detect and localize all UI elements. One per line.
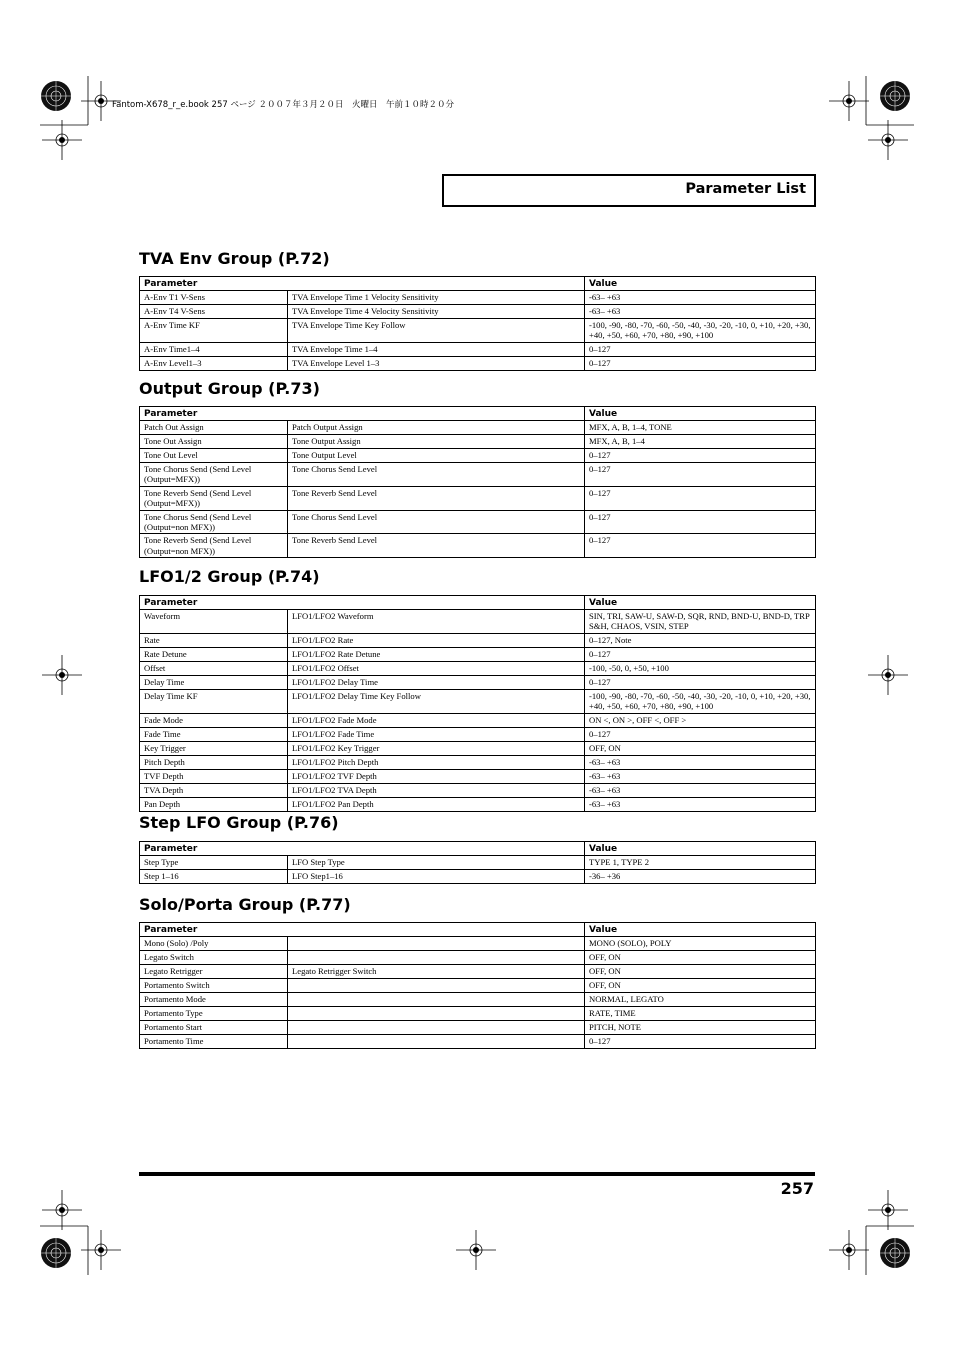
cell-value: -63– +63 [585,769,816,783]
table-row [140,769,816,783]
cell-description: LFO1/LFO2 Offset [288,661,585,675]
cell-parameter: Portamento Mode [140,993,288,1007]
group-title-output: Output Group (P.73) [139,379,320,398]
table-row [140,727,816,741]
cell-parameter: Rate Detune [140,647,288,661]
group-title-step-lfo: Step LFO Group (P.76) [139,813,339,832]
table-row [140,647,816,661]
cell-parameter: A-Env T4 V-Sens [140,305,288,319]
table-row [140,319,816,343]
cell-value: 0–127 [585,647,816,661]
cell-parameter: Tone Reverb Send (Send Level (Output=non MFX)) [140,534,288,558]
column-header-value: Value [585,596,816,610]
cell-value: 0–127 [585,1035,816,1049]
file-info-header: Fantom-X678_r_e.book 257 ページ ２００７年３月２０日 火曜日 午前１０時２０分 [112,100,455,110]
table-row [140,633,816,647]
table-row [140,951,816,965]
cell-value: MFX, A, B, 1–4, TONE [585,421,816,435]
table-row [140,713,816,727]
table-row [140,870,816,884]
cell-value: -63– +63 [585,755,816,769]
table-row [140,689,816,713]
column-header-parameter: Parameter [140,277,585,291]
cell-description [288,1021,585,1035]
cell-description: LFO1/LFO2 TVF Depth [288,769,585,783]
cell-value: -63– +63 [585,305,816,319]
cell-parameter: Fade Time [140,727,288,741]
cell-description: TVA Envelope Time 1–4 [288,342,585,356]
table-row [140,435,816,449]
cell-parameter: Mono (Solo) /Poly [140,937,288,951]
cell-parameter: Step Type [140,856,288,870]
table-header-row [140,923,816,937]
cell-description: TVA Envelope Level 1–3 [288,356,585,370]
cell-value: 0–127 [585,463,816,487]
column-header-value: Value [585,277,816,291]
cell-parameter: Portamento Time [140,1035,288,1049]
cell-parameter: Tone Out Level [140,449,288,463]
table-row [140,741,816,755]
cell-description [288,1035,585,1049]
column-header-value: Value [585,842,816,856]
table-row [140,856,816,870]
cell-parameter: Step 1–16 [140,870,288,884]
parameter-table-output [139,406,816,558]
cell-parameter: Tone Out Assign [140,435,288,449]
cell-description: TVA Envelope Time 4 Velocity Sensitivity [288,305,585,319]
table-row [140,661,816,675]
cell-value: OFF, ON [585,741,816,755]
cell-value: 0–127 [585,486,816,510]
group-title-solo-porta: Solo/Porta Group (P.77) [139,895,351,914]
cell-value: 0–127 [585,727,816,741]
table-row [140,965,816,979]
cell-parameter: Key Trigger [140,741,288,755]
cell-description: LFO1/LFO2 Pan Depth [288,797,585,811]
cell-parameter: Fade Mode [140,713,288,727]
cell-parameter: Patch Out Assign [140,421,288,435]
cell-parameter: Offset [140,661,288,675]
cell-description: LFO1/LFO2 Key Trigger [288,741,585,755]
cell-value: TYPE 1, TYPE 2 [585,856,816,870]
table-row [140,305,816,319]
cell-parameter: A-Env Level1–3 [140,356,288,370]
table-row [140,993,816,1007]
table-header-row [140,407,816,421]
table-row [140,1021,816,1035]
cell-parameter: Tone Chorus Send (Send Level (Output=MFX)) [140,463,288,487]
cell-value: MONO (SOLO), POLY [585,937,816,951]
cell-description: LFO1/LFO2 Rate [288,633,585,647]
cell-description: Tone Output Assign [288,435,585,449]
cell-description: LFO Step Type [288,856,585,870]
cell-parameter: Portamento Start [140,1021,288,1035]
cell-parameter: TVF Depth [140,769,288,783]
cell-value: -63– +63 [585,291,816,305]
table-row [140,755,816,769]
group-title-lfo: LFO1/2 Group (P.74) [139,567,320,586]
cell-value: 0–127 [585,342,816,356]
cell-description: LFO1/LFO2 Delay Time Key Follow [288,689,585,713]
cell-parameter: Pitch Depth [140,755,288,769]
cell-parameter: A-Env Time1–4 [140,342,288,356]
cell-parameter: TVA Depth [140,783,288,797]
table-row [140,610,816,634]
cell-value: MFX, A, B, 1–4 [585,435,816,449]
cell-description: TVA Envelope Time 1 Velocity Sensitivity [288,291,585,305]
table-header-row [140,596,816,610]
cell-description: LFO Step1–16 [288,870,585,884]
cell-parameter: Portamento Switch [140,979,288,993]
table-row [140,342,816,356]
cell-parameter: Legato Retrigger [140,965,288,979]
column-header-value: Value [585,407,816,421]
column-header-parameter: Parameter [140,407,585,421]
table-row [140,356,816,370]
column-header-value: Value [585,923,816,937]
cell-value: 0–127, Note [585,633,816,647]
cell-parameter: A-Env T1 V-Sens [140,291,288,305]
cell-description: Tone Reverb Send Level [288,486,585,510]
table-row [140,449,816,463]
cell-value: 0–127 [585,356,816,370]
cell-description: LFO1/LFO2 Pitch Depth [288,755,585,769]
cell-value: -63– +63 [585,783,816,797]
cell-value: 0–127 [585,675,816,689]
cell-description: Tone Chorus Send Level [288,510,585,534]
cell-description: LFO1/LFO2 Rate Detune [288,647,585,661]
cell-value: ON <, ON >, OFF <, OFF > [585,713,816,727]
parameter-table-tva-env [139,276,816,371]
cell-value: OFF, ON [585,965,816,979]
cell-description: LFO1/LFO2 Fade Mode [288,713,585,727]
cell-description [288,993,585,1007]
cell-description: TVA Envelope Time Key Follow [288,319,585,343]
group-title-tva-env: TVA Env Group (P.72) [139,249,330,268]
cell-value: 0–127 [585,534,816,558]
cell-value: 0–127 [585,449,816,463]
cell-parameter: Delay Time KF [140,689,288,713]
cell-value: RATE, TIME [585,1007,816,1021]
cell-description: Patch Output Assign [288,421,585,435]
footer-rule [139,1172,815,1176]
section-header-box [442,174,816,207]
column-header-parameter: Parameter [140,596,585,610]
parameter-table-lfo [139,595,816,812]
table-row [140,783,816,797]
table-row [140,675,816,689]
parameter-table-step-lfo [139,841,816,884]
table-row [140,486,816,510]
cell-parameter: Tone Reverb Send (Send Level (Output=MFX)) [140,486,288,510]
table-row [140,291,816,305]
cell-value: OFF, ON [585,979,816,993]
cell-value: -100, -50, 0, +50, +100 [585,661,816,675]
table-row [140,1035,816,1049]
section-title: Parameter List [685,181,806,197]
table-header-row [140,277,816,291]
table-row [140,510,816,534]
cell-description [288,937,585,951]
cell-parameter: Rate [140,633,288,647]
cell-value: -36– +36 [585,870,816,884]
cell-value: -100, -90, -80, -70, -60, -50, -40, -30, -20, -10, 0, +10, +20, +30, +40, +50, +60, +70, +80, +90, +100 [585,319,816,343]
page-number: 257 [780,1179,814,1198]
cell-description: LFO1/LFO2 TVA Depth [288,783,585,797]
cell-parameter: Tone Chorus Send (Send Level (Output=non MFX)) [140,510,288,534]
cell-parameter: Waveform [140,610,288,634]
cell-value: NORMAL, LEGATO [585,993,816,1007]
cell-description: Legato Retrigger Switch [288,965,585,979]
cell-parameter: Pan Depth [140,797,288,811]
cell-description [288,979,585,993]
cell-parameter: Delay Time [140,675,288,689]
cell-parameter: Portamento Type [140,1007,288,1021]
cell-value: PITCH, NOTE [585,1021,816,1035]
cell-value: -63– +63 [585,797,816,811]
table-row [140,421,816,435]
parameter-table-solo-porta [139,922,816,1049]
cell-description: LFO1/LFO2 Delay Time [288,675,585,689]
cell-description [288,951,585,965]
table-header-row [140,842,816,856]
cell-description: LFO1/LFO2 Fade Time [288,727,585,741]
cell-description: Tone Output Level [288,449,585,463]
table-row [140,463,816,487]
cell-parameter: A-Env Time KF [140,319,288,343]
column-header-parameter: Parameter [140,842,585,856]
column-header-parameter: Parameter [140,923,585,937]
cell-value: SIN, TRI, SAW-U, SAW-D, SQR, RND, BND-U, BND-D, TRP S&H, CHAOS, VSIN, STEP [585,610,816,634]
table-row [140,797,816,811]
cell-description: LFO1/LFO2 Waveform [288,610,585,634]
cell-description: Tone Reverb Send Level [288,534,585,558]
table-row [140,937,816,951]
table-row [140,534,816,558]
table-row [140,979,816,993]
cell-value: -100, -90, -80, -70, -60, -50, -40, -30, -20, -10, 0, +10, +20, +30, +40, +50, +60, +70, +80, +90, +100 [585,689,816,713]
cell-value: OFF, ON [585,951,816,965]
table-row [140,1007,816,1021]
cell-parameter: Legato Switch [140,951,288,965]
cell-description: Tone Chorus Send Level [288,463,585,487]
cell-value: 0–127 [585,510,816,534]
cell-description [288,1007,585,1021]
